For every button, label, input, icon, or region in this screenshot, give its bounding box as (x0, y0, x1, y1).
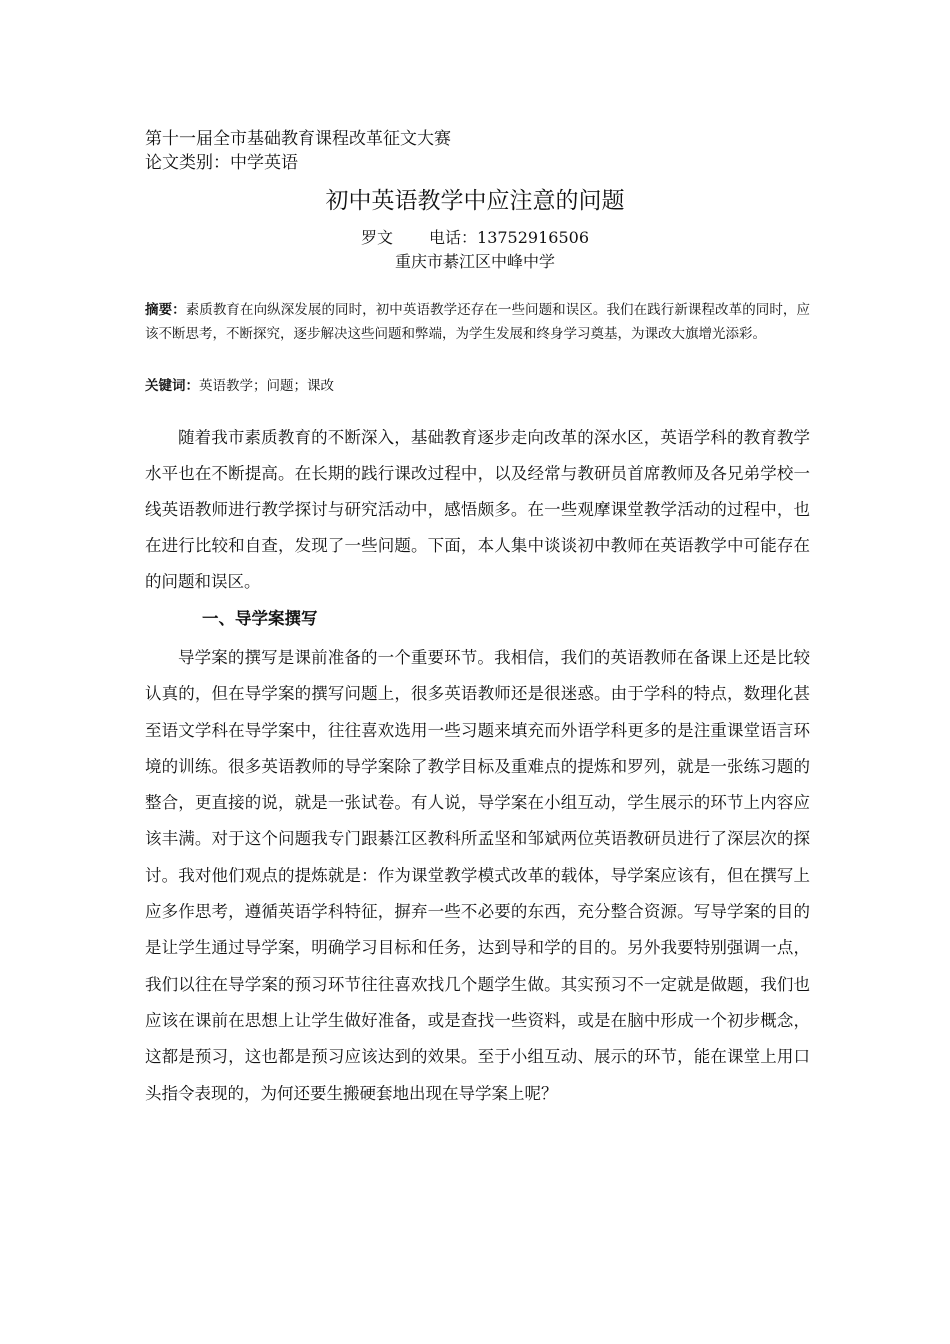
author-line (0, 226, 950, 250)
intro-paragraph: 随着我市素质教育的不断深入，基础教育逐步走向改革的深水区，英语学科的教育教学水平也在不断提高。在长期的践行课改过程中，以及经常与教研员首席教师及各兄弟学校一线英语教师进行教学探讨与研究活动中，感悟颇多。在一些观摩课堂教学活动的过程中，也在进行比较和自查，发现了一些问题。下面，本人集中谈谈初中教师在英语教学中可能存在的问题和误区。 (145, 428, 810, 591)
author-school: 重庆市綦江区中峰中学 (394, 252, 555, 271)
paper-category: 论文类别：中学英语 (145, 153, 298, 173)
author-name: 罗文 (361, 228, 394, 247)
abstract-text: 素质教育在向纵深发展的同时，初中英语教学还存在一些问题和误区。我们在践行新课程改革的同时，应该不断思考，不断探究，逐步解决这些问题和弊端，为学生发展和终身学习奠基，为课改大旗增光添彩。 (145, 302, 810, 342)
section-paragraph: 导学案的撰写是课前准备的一个重要环节。我相信，我们的英语教师在备课上还是比较认真的，但在导学案的撰写问题上，很多英语教师还是很迷惑。由于学科的特点，数理化甚至语文学科在导学案中，往往喜欢选用一些习题来填充而外语学科更多的是注重课堂语言环境的训练。很多英语教师的导学案除了教学目标及重难点的提炼和罗列，就是一张练习题的整合，更直接的说，就是一张试卷。有人说，导学案在小组互动，学生展示的环节上内容应该丰满。对于这个问题我专门跟綦江区教科所孟坚和邹斌两位英语教研员进行了深层次的探讨。我对他们观点的提炼就是：作为课堂教学模式改革的载体，导学案应该有，但在撰写上应多作思考，遵循英语学科特征，摒弃一些不必要的东西，充分整合资源。写导学案的目的是让学生通过导学案，明确学习目标和任务，达到导和学的目的。另外我要特别强调一点，我们以往在导学案的预习环节往往喜欢找几个题学生做。其实预习不一定就是做题，我们也应该在课前在思想上让学生做好准备，或是查找一些资料，或是在脑中形成一个初步概念，这都是预习，这也都是预习应该达到的效果。至于小组互动、展示的环节，能在课堂上用口头指令表现的，为何还要生搬硬套地出现在导学案上呢？ (145, 648, 810, 1103)
paper-title: 初中英语教学中应注意的问题 (325, 188, 625, 214)
abstract (145, 298, 810, 346)
contest-name: 第十一届全市基础教育课程改革征文大赛 (145, 129, 451, 149)
section-heading: 一、导学案撰写 (202, 609, 318, 628)
keywords-text: 英语教学；问题；课改 (199, 378, 334, 394)
abstract-label: 摘要： (145, 302, 186, 318)
keywords (145, 374, 810, 398)
author-phone: 电话：13752916506 (429, 228, 589, 247)
keywords-label: 关键词： (145, 378, 199, 394)
